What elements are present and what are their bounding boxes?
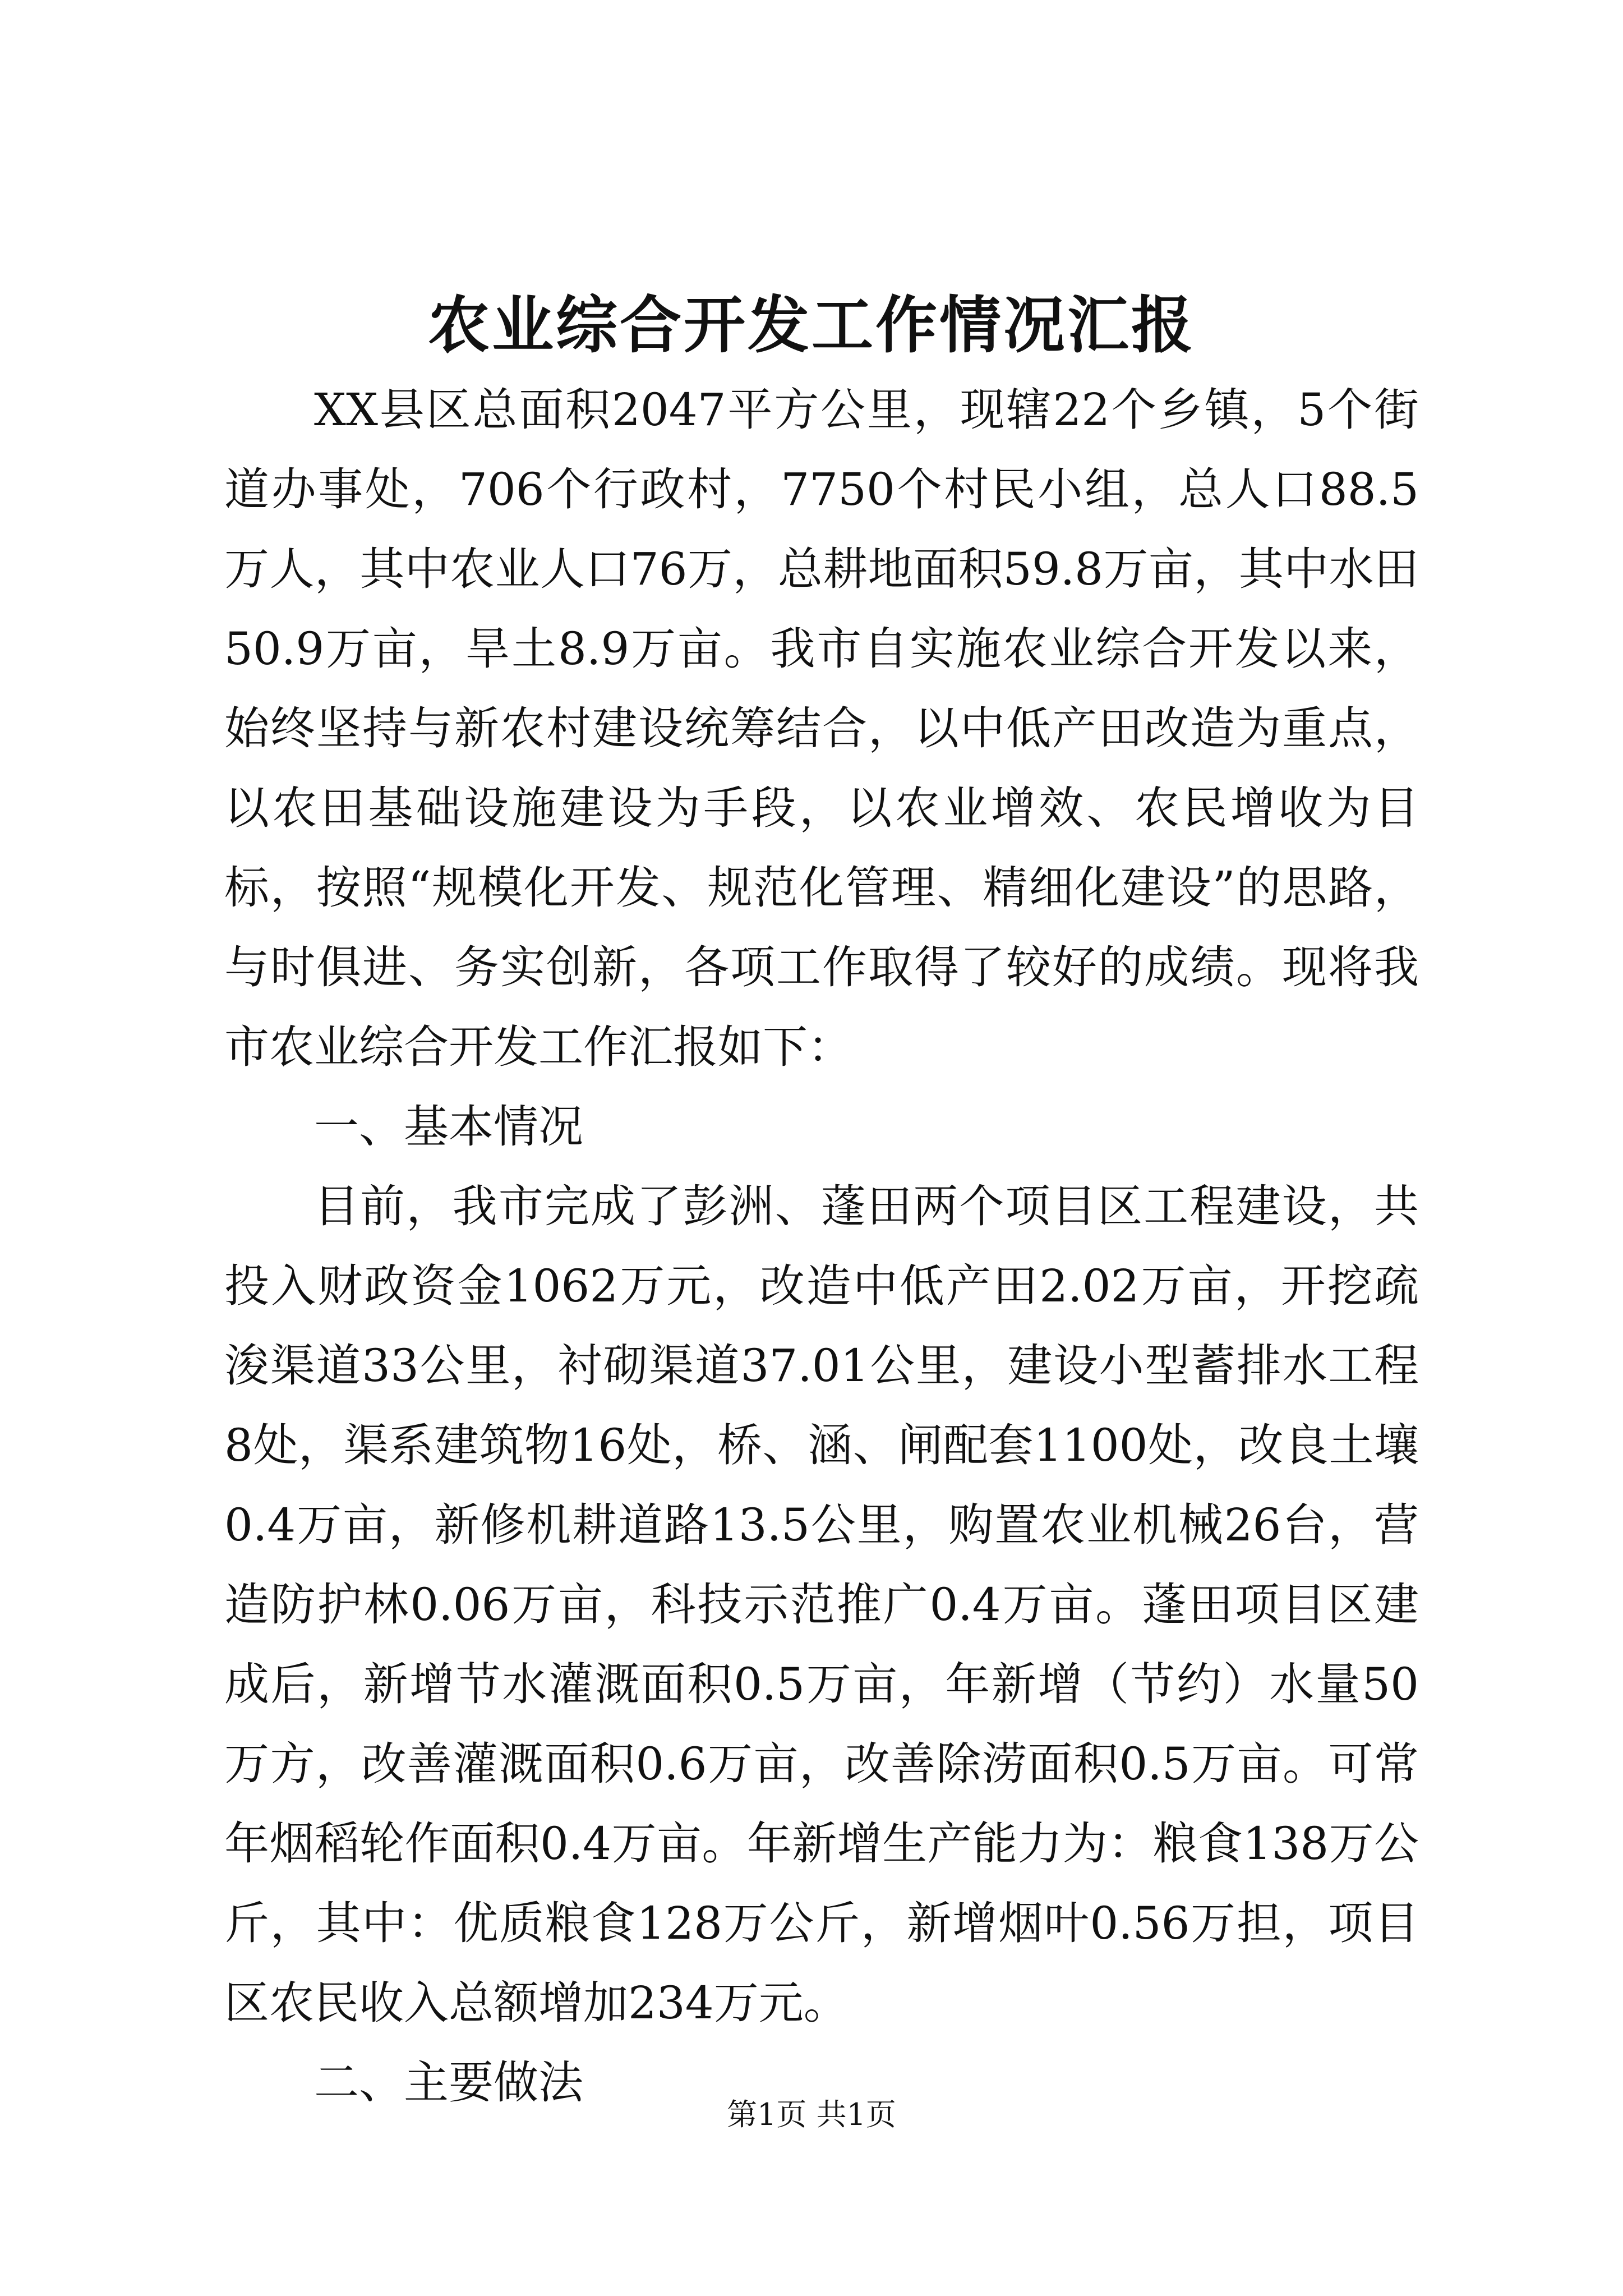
intro-paragraph: XX县区总面积2047平方公里，现辖22个乡镇，5个街道办事处，706个行政村，7750个村民小组，总人口88.5万人，其中农业人口76万，总耕地面积59.8万亩，其中水田50.9万亩，旱土8.9万亩。我市自实施农业综合开发以来，始终坚持与新农村建设统筹结合，以中低产田改造为重点，以农田基础设施建设为手段，以农业增效、农民增收为目标，按照“规模化开发、规范化管理、精细化建设”的思路，与时俱进、务实创新，各项工作取得了较好的成绩。现将我市农业综合开发工作汇报如下： (224, 384, 1419, 1073)
section-heading-methods: 二、主要做法 (314, 2056, 583, 2109)
section-heading-basic: 一、基本情况 (314, 1101, 583, 1153)
basic-situation-paragraph: 目前，我市完成了彭洲、蓬田两个项目区工程建设，共投入财政资金1062万元，改造中低产田2.02万亩，开挖疏浚渠道33公里，衬砌渠道37.01公里，建设小型蓄排水工程8处，渠系建筑物16处，桥、涵、闸配套1100处，改良土壤0.4万亩，新修机耕道路13.5公里，购置农业机械26台，营造防护林0.06万亩，科技示范推广0.4万亩。蓬田项目区建成后，新增节水灌溉面积0.5万亩，年新增（节约）水量50万方，改善灌溉面积0.6万亩，改善除涝面积0.5万亩。可常年烟稻轮作面积0.4万亩。年新增生产能力为：粮食138万公斤，其中：优质粮食128万公斤，新增烟叶0.56万担，项目区农民收入总额增加234万元。 (224, 1180, 1419, 2029)
page-footer: 第1页 共1页 (727, 2097, 896, 2132)
document-title: 农业综合开发工作情况汇报 (428, 289, 1195, 361)
document-body (224, 370, 1419, 2123)
